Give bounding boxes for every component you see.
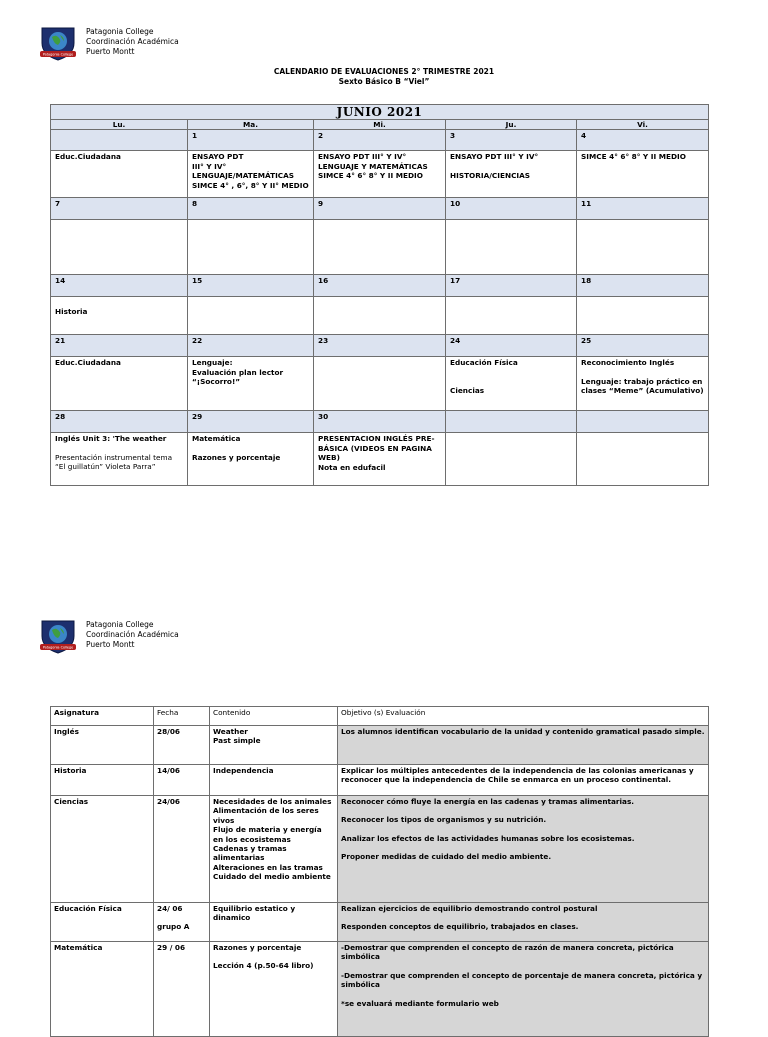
- eval-subject: Historia: [51, 765, 154, 796]
- eval-date: [154, 903, 210, 942]
- day-events: [51, 357, 188, 411]
- eval-subject: Matemática: [51, 942, 154, 1037]
- eval-objective: [338, 903, 709, 942]
- day-events: [577, 220, 709, 275]
- event-text: [192, 444, 309, 453]
- day-events: [577, 357, 709, 411]
- date-number: 16: [314, 275, 446, 297]
- school-name: Patagonia College: [86, 27, 154, 36]
- event-text: Ciencias: [450, 385, 485, 395]
- eval-row: [51, 903, 709, 942]
- school-dept: Coordinación Académica: [86, 37, 179, 46]
- day-events: [188, 220, 314, 275]
- eval-column-header: Contenido: [210, 707, 338, 726]
- event-text: Historia: [55, 307, 88, 317]
- month-title: JUNIO 2021: [51, 105, 709, 120]
- date-row: [51, 411, 709, 433]
- eval-objective: [338, 765, 709, 796]
- date-number: 2: [314, 130, 446, 151]
- event-text: LENGUAJE/MATEMÁTICAS: [192, 171, 295, 181]
- date-number: 11: [577, 198, 709, 220]
- events-row: [51, 357, 709, 411]
- date-number: 15: [188, 275, 314, 297]
- eval-objective-line: Reconocer cómo fluye la energía en las cadenas y tramas alimentarias.: [341, 797, 635, 806]
- event-text: SIMCE 4° , 6°, 8° Y II° MEDIO: [192, 180, 309, 190]
- day-events: [314, 151, 446, 198]
- eval-content-line: Flujo de materia y energía en los ecosistemas: [213, 825, 322, 844]
- eval-content-line: Equilibrio estatico y dinamico: [213, 904, 296, 923]
- weekday-row: [51, 120, 709, 130]
- day-events: [446, 297, 577, 335]
- svg-text:Patagonia College: Patagonia College: [42, 52, 74, 57]
- day-events: [314, 220, 446, 275]
- day-events: [446, 433, 577, 486]
- eval-column-header: Asignatura: [51, 707, 154, 726]
- eval-content-line: Necesidades de los animales: [213, 797, 332, 806]
- event-text: Educ.Ciudadana: [55, 358, 121, 368]
- event-text: [55, 444, 183, 453]
- event-text: Educación Física: [450, 358, 518, 368]
- document-title: [0, 67, 768, 87]
- day-events: [188, 151, 314, 198]
- eval-content-line: Weather: [213, 727, 248, 736]
- day-events: [188, 433, 314, 486]
- date-number: [51, 130, 188, 151]
- eval-subject: Educación Física: [51, 903, 154, 942]
- date-number: 25: [577, 335, 709, 357]
- date-number: 10: [446, 198, 577, 220]
- date-number: 14: [51, 275, 188, 297]
- eval-content-line: Cadenas y tramas alimentarias: [213, 844, 287, 863]
- eval-objective: [338, 796, 709, 903]
- event-text: Lenguaje: trabajo práctico en clases “Meme” (Acumulativo): [581, 376, 704, 396]
- eval-content: [210, 765, 338, 796]
- day-events: [577, 151, 709, 198]
- eval-content-line: Alimentación de los seres vivos: [213, 806, 319, 825]
- eval-date-line: 28/06: [157, 727, 180, 736]
- event-text: Reconocimiento Inglés: [581, 358, 675, 368]
- eval-content-line: Razones y porcentaje: [213, 943, 302, 952]
- eval-objective-line: Realizan ejercicios de equilibrio demostrando control postural: [341, 904, 598, 913]
- event-text: HISTORIA/CIENCIAS: [450, 170, 531, 180]
- eval-date-line: 29 / 06: [157, 943, 186, 952]
- day-events: [188, 297, 314, 335]
- date-row: [51, 335, 709, 357]
- date-row: [51, 130, 709, 151]
- school-city: Puerto Montt: [86, 47, 135, 56]
- event-text: Evaluación plan lector: [192, 367, 284, 377]
- weekday-header: Ju.: [446, 120, 577, 130]
- event-text: Nota en edufacil: [318, 462, 386, 472]
- date-number: 9: [314, 198, 446, 220]
- eval-column-header: Fecha: [154, 707, 210, 726]
- date-number: 22: [188, 335, 314, 357]
- eval-objective-line: Proponer medidas de cuidado del medio ambiente.: [341, 852, 552, 862]
- eval-objective-line: -Demostrar que comprenden el concepto de porcentaje de manera concreta, pictórica y simbólica: [341, 970, 703, 990]
- eval-date: [154, 796, 210, 903]
- day-events: [51, 297, 188, 335]
- event-text: Inglés Unit 3: 'The weather: [55, 434, 167, 444]
- title-line1: CALENDARIO DE EVALUACIONES 2° TRIMESTRE 2021: [273, 67, 495, 76]
- eval-date: [154, 765, 210, 796]
- eval-column-header: Objetivo (s) Evaluación: [338, 707, 709, 726]
- eval-header-row: [51, 707, 709, 726]
- eval-row: [51, 942, 709, 1037]
- eval-subject: Inglés: [51, 726, 154, 765]
- eval-content-line: Cuidado del medio ambiente: [213, 872, 331, 882]
- eval-content: [210, 942, 338, 1037]
- calendar-table: [50, 104, 709, 486]
- date-number: 3: [446, 130, 577, 151]
- header-bottom: [38, 618, 278, 658]
- school-name: Patagonia College: [86, 620, 154, 629]
- event-text: [450, 377, 572, 386]
- date-number: [577, 411, 709, 433]
- eval-objective-line: Analizar los efectos de las actividades humanas sobre los ecosistemas.: [341, 833, 635, 843]
- eval-objective: [338, 726, 709, 765]
- event-text: Razones y porcentaje: [192, 452, 281, 462]
- day-events: [51, 220, 188, 275]
- eval-content-line: Alteraciones en las tramas: [213, 862, 323, 872]
- day-events: [188, 357, 314, 411]
- eval-date-line: 24/ 06: [157, 904, 183, 913]
- day-events: [51, 433, 188, 486]
- events-row: [51, 151, 709, 198]
- event-text: [450, 162, 572, 171]
- eval-objective-line: Responden conceptos de equilibrio, trabajados en clases.: [341, 922, 579, 932]
- date-number: 1: [188, 130, 314, 151]
- date-number: 18: [577, 275, 709, 297]
- events-row: [51, 297, 709, 335]
- school-city: Puerto Montt: [86, 640, 135, 649]
- svg-text:Patagonia College: Patagonia College: [42, 645, 74, 650]
- event-text: Presentación instrumental tema “El guillatún” Violeta Parra”: [55, 452, 173, 472]
- date-number: 4: [577, 130, 709, 151]
- eval-objective-line: Reconocer los tipos de organismos y su nutrición.: [341, 815, 547, 825]
- evaluations-table: [50, 706, 709, 1037]
- day-events: [51, 151, 188, 198]
- eval-content: [210, 796, 338, 903]
- day-events: [446, 220, 577, 275]
- event-text: Matemática: [192, 434, 241, 444]
- day-events: [314, 433, 446, 486]
- event-text: Lenguaje:: [192, 358, 233, 368]
- day-events: [314, 297, 446, 335]
- event-text: LENGUAJE Y MATEMÁTICAS: [318, 161, 428, 171]
- school-info: [86, 620, 179, 650]
- date-row: [51, 198, 709, 220]
- event-text: ENSAYO PDT III° Y IV°: [450, 152, 539, 162]
- event-text: [55, 298, 183, 307]
- date-number: 8: [188, 198, 314, 220]
- school-crest-icon: [38, 618, 78, 654]
- header-top: [38, 25, 278, 65]
- events-row: [51, 433, 709, 486]
- eval-content-line: Independencia: [213, 766, 274, 775]
- event-text: ENSAYO PDT: [192, 152, 244, 162]
- eval-objective-line: -Demostrar que comprenden el concepto de razón de manera concreta, pictórica simbólica: [341, 943, 674, 962]
- eval-objective-line: Explicar los múltiples antecedentes de la independencia de las colonias americanas y reconocer que la independencia de Chile se enmarca en un proceso continental.: [341, 766, 694, 785]
- event-text: [450, 368, 572, 377]
- eval-content-line: Lección 4 (p.50-64 libro): [213, 961, 314, 971]
- event-text: SIMCE 4° 6° 8° Y II MEDIO: [318, 171, 423, 181]
- date-number: 23: [314, 335, 446, 357]
- date-number: 29: [188, 411, 314, 433]
- eval-subject: Ciencias: [51, 796, 154, 903]
- month-row: [51, 105, 709, 120]
- eval-date-line: grupo A: [157, 922, 190, 932]
- title-line2: Sexto Básico B “Viel”: [338, 77, 430, 86]
- event-text: ENSAYO PDT III° Y IV°: [318, 152, 407, 162]
- eval-content-line: Past simple: [213, 736, 261, 746]
- day-events: [446, 151, 577, 198]
- date-number: 24: [446, 335, 577, 357]
- eval-content: [210, 903, 338, 942]
- eval-date: [154, 942, 210, 1037]
- day-events: [577, 297, 709, 335]
- event-text: Educ.Ciudadana: [55, 152, 121, 162]
- date-number: 30: [314, 411, 446, 433]
- eval-date: [154, 726, 210, 765]
- event-text: III° Y IV°: [192, 161, 227, 171]
- event-text: “¡Socorro!”: [192, 377, 241, 387]
- events-row: [51, 220, 709, 275]
- date-number: [446, 411, 577, 433]
- date-number: 7: [51, 198, 188, 220]
- date-row: [51, 275, 709, 297]
- eval-content: [210, 726, 338, 765]
- event-text: SIMCE 4° 6° 8° Y II MEDIO: [581, 152, 686, 162]
- eval-row: [51, 726, 709, 765]
- eval-row: [51, 765, 709, 796]
- event-text: [581, 368, 704, 377]
- eval-date-line: 24/06: [157, 797, 180, 806]
- school-dept: Coordinación Académica: [86, 630, 179, 639]
- weekday-header: Mi.: [314, 120, 446, 130]
- weekday-header: Vi.: [577, 120, 709, 130]
- event-text: PRESENTACION INGLÉS PRE-BÁSICA (VIDEOS EN PAGINA WEB): [318, 434, 435, 463]
- day-events: [446, 357, 577, 411]
- date-number: 28: [51, 411, 188, 433]
- day-events: [577, 433, 709, 486]
- eval-objective: [338, 942, 709, 1037]
- weekday-header: Lu.: [51, 120, 188, 130]
- school-crest-icon: [38, 25, 78, 61]
- school-info: [86, 27, 179, 57]
- eval-row: [51, 796, 709, 903]
- date-number: 21: [51, 335, 188, 357]
- weekday-header: Ma.: [188, 120, 314, 130]
- day-events: [314, 357, 446, 411]
- eval-date-line: 14/06: [157, 766, 180, 775]
- eval-objective-line: *se evaluará mediante formulario web: [341, 998, 499, 1008]
- date-number: 17: [446, 275, 577, 297]
- eval-objective-line: Los alumnos identifican vocabulario de la unidad y contenido gramatical pasado simple.: [341, 727, 705, 736]
